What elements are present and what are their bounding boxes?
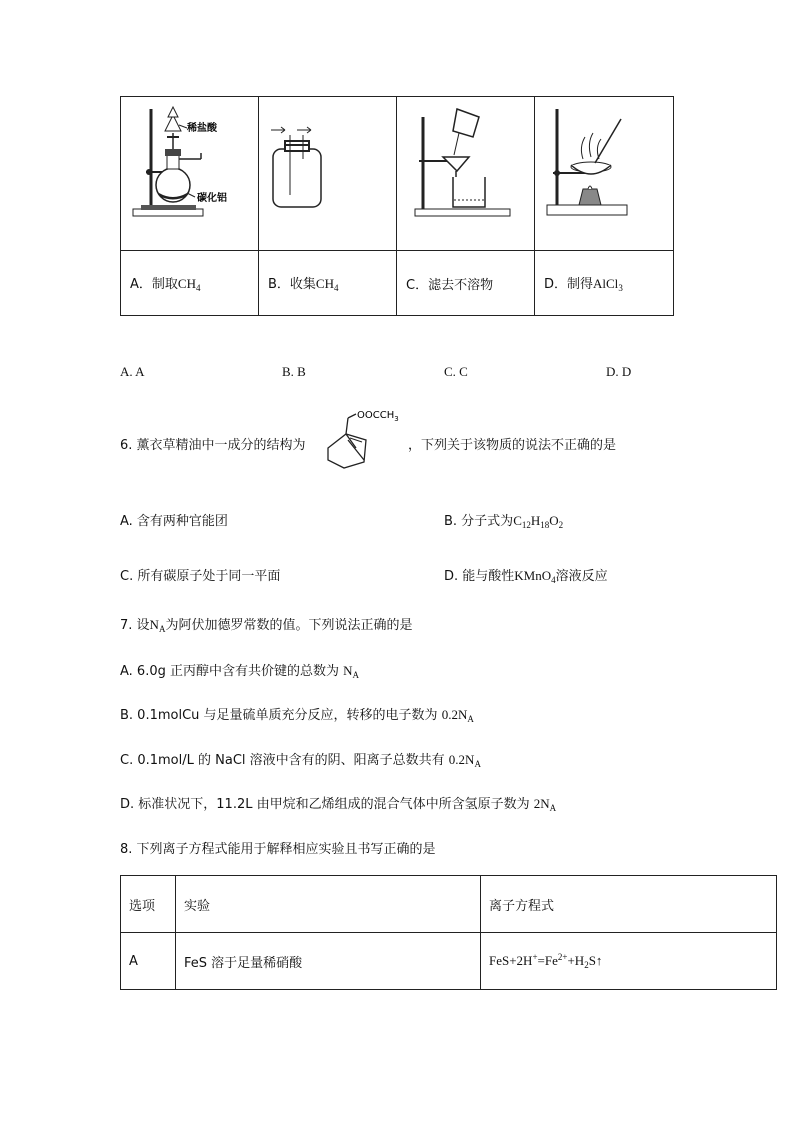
header-experiment: 实验	[176, 876, 481, 933]
apparatus-c-image	[397, 97, 534, 246]
q7-option-d[interactable]: D. 标准状况下，11.2L 由甲烷和乙烯组成的混合气体中所含氢原子数为 $2N_A$	[120, 796, 557, 813]
q5-option-c[interactable]: C. C	[444, 364, 468, 379]
q8-table	[120, 875, 777, 990]
caption-c: C．滤去不溶物	[397, 251, 535, 316]
q6-molecule-structure	[320, 404, 420, 474]
q8-stem: 8. 下列离子方程式能用于解释相应实验且书写正确的是	[120, 842, 436, 857]
q6-option-d[interactable]: D. 能与酸性KMnO$_4$溶液反应	[444, 568, 608, 585]
q7-option-c[interactable]: C. 0.1mol/L 的 NaCl 溶液中含有的阴、阳离子总数共有 $0.2N_A$	[120, 752, 481, 769]
apparatus-b-image	[259, 97, 396, 246]
row-experiment: FeS 溶于足量稀硝酸	[176, 933, 481, 990]
row-option: A	[121, 933, 176, 990]
q7-stem: 7. 设$N_A$为阿伏加德罗常数的值。下列说法正确的是	[120, 617, 413, 634]
apparatus-c-cell	[397, 97, 535, 251]
q6-stem-after: ，下列关于该物质的说法不正确的是	[408, 438, 617, 453]
q7-option-b[interactable]: B. 0.1molCu 与足量硫单质充分反应，转移的电子数为 $0.2N_A$	[120, 707, 474, 724]
q5-apparatus-table	[120, 96, 674, 316]
apparatus-a-cell	[121, 97, 259, 251]
label-dilute-hcl: 稀盐酸	[187, 123, 217, 134]
apparatus-d-image	[535, 97, 673, 246]
table-row	[121, 933, 777, 990]
header-equation: 离子方程式	[481, 876, 777, 933]
q5-option-b[interactable]: B. B	[282, 364, 306, 379]
q7-option-a[interactable]: A. 6.0g 正丙醇中含有共价键的总数为 $N_A$	[120, 663, 360, 680]
caption-a: A．制取$CH_4$	[121, 251, 259, 316]
q5-option-d[interactable]: D. D	[606, 364, 632, 379]
apparatus-a-image	[121, 97, 258, 246]
q5-option-a[interactable]: A. A	[120, 364, 145, 379]
caption-b: B．收集$CH_4$	[259, 251, 397, 316]
table-header-row	[121, 876, 777, 933]
apparatus-b-cell	[259, 97, 397, 251]
q6-stem-before: 6. 薰衣草精油中一成分的结构为	[120, 438, 306, 453]
caption-d: D．制得AlCl$_3$	[535, 251, 674, 316]
row-equation: $FeS+2H^+=Fe^{2+}+H_2S↑$	[481, 933, 777, 990]
q6-option-b[interactable]: B. 分子式为$C_{12}H_{18}O_2$	[444, 513, 564, 530]
header-option: 选项	[121, 876, 176, 933]
q6-option-c[interactable]: C. 所有碳原子处于同一平面	[120, 569, 281, 584]
q6-substituent-label: $OOCCH_3$	[357, 410, 399, 423]
label-aluminum-carbide: 碳化铝	[197, 193, 227, 204]
q6-option-a[interactable]: A. 含有两种官能团	[120, 514, 228, 529]
apparatus-d-cell	[535, 97, 674, 251]
